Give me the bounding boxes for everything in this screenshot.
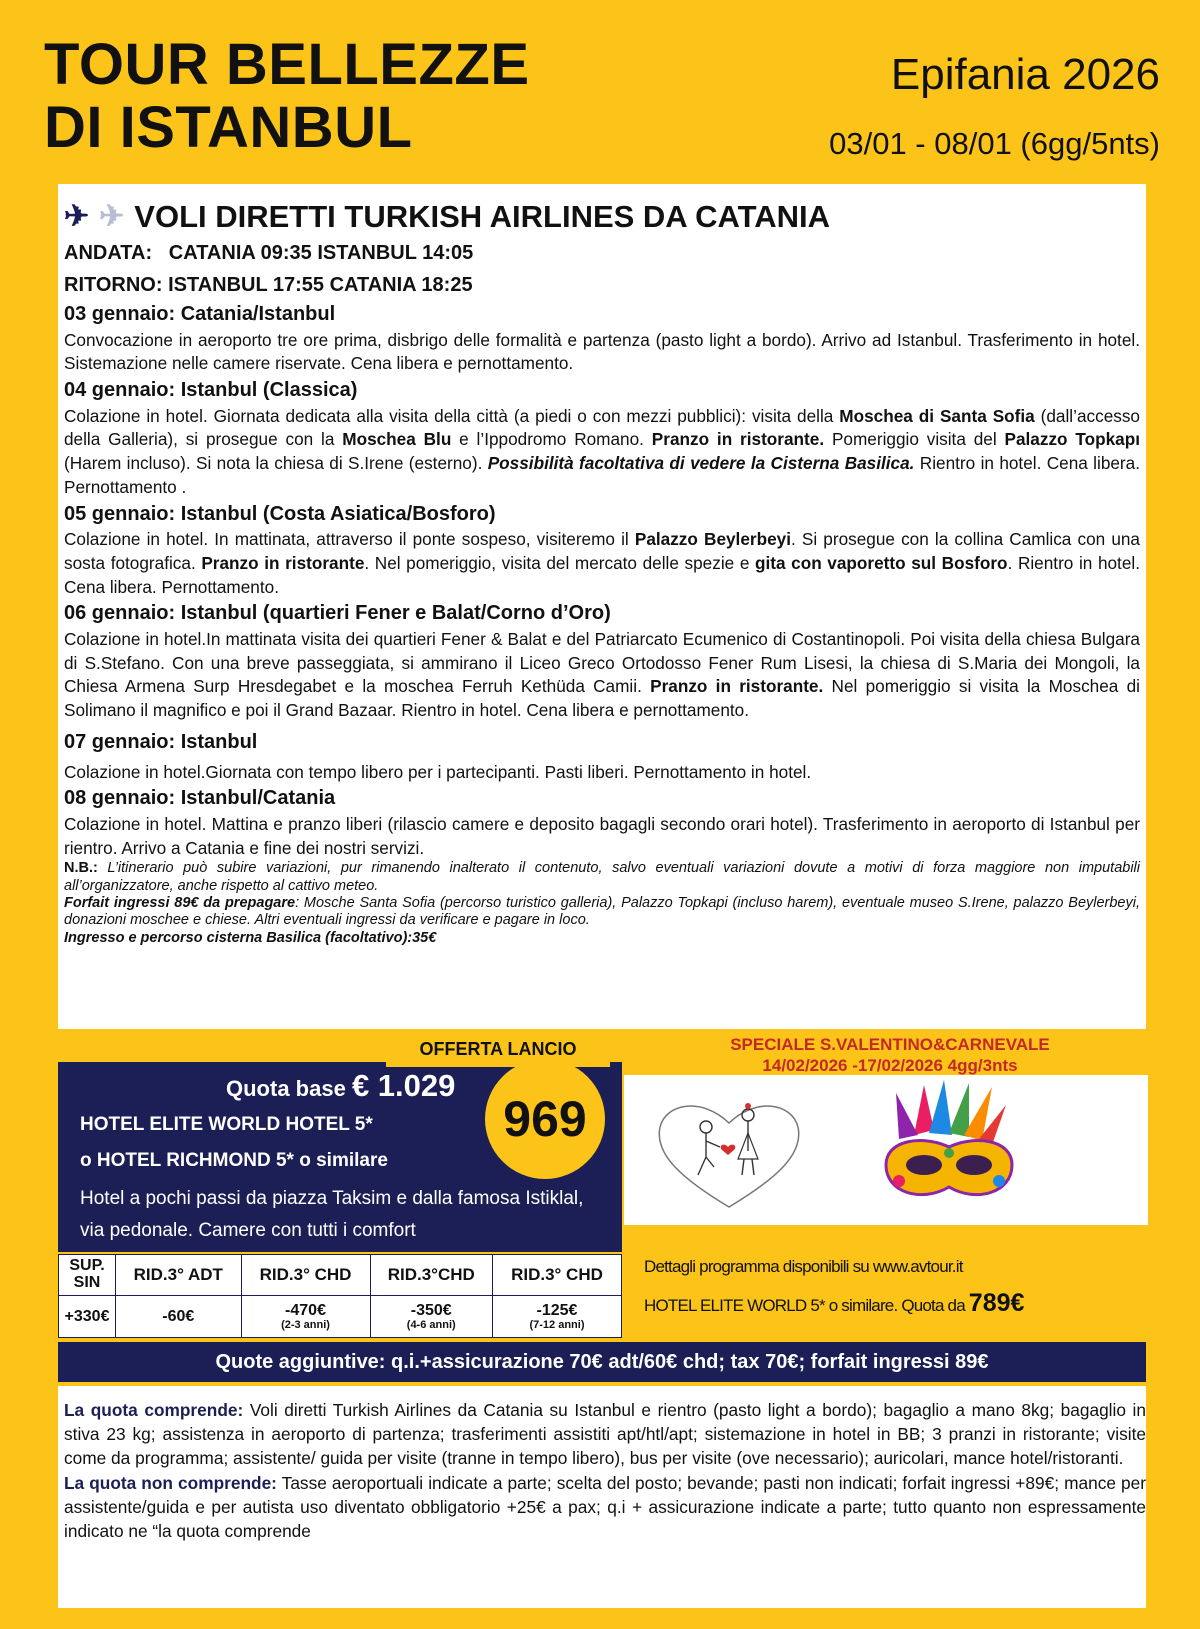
day-title: 05 gennaio: Istanbul (Costa Asiatica/Bosforo) xyxy=(64,502,496,525)
hotel-name: HOTEL ELITE WORLD HOTEL 5* xyxy=(80,1114,373,1135)
price-cell: -350€ (4-6 anni) xyxy=(370,1296,492,1338)
day-text: Colazione in hotel.Giornata con tempo libero per i partecipanti. Pasti liberi. Pernottamento in hotel. xyxy=(64,761,812,782)
excluded-section: La quota non comprende: Tasse aeroportuali indicate a parte; scelta del posto; bevande; pasti non indicati; forfait ingressi +89€; mance per assistente/guida e per autista uso diventato obbligatorio +25€ a pax; q.i + assicurazione indicate a parte; tutto quanto non espressamente indicato ne “la quota comprende xyxy=(64,1472,1146,1542)
day-text: Convocazione in aeroporto tre ore prima, disbrigo delle formalità e partenza (pasto light a bordo). Arrivo ad Istanbul. Trasferimento in hotel. Sistemazione nelle camere riservate. Cena libera e pernottamento. xyxy=(64,329,1140,374)
offer-label: OFFERTA LANCIO xyxy=(386,1031,610,1067)
plane-icon: ✈ xyxy=(99,200,125,234)
col-header: SUP. SIN xyxy=(59,1255,116,1296)
flight-return: RITORNO: ISTANBUL 17:55 CATANIA 18:25 xyxy=(64,274,473,296)
day-text: Colazione in hotel. In mattinata, attraverso il ponte sospeso, visiteremo il Palazzo Beylerbeyi. Si prosegue con la collina Camlica con una sosta fotografica. Pranzo in ristorante. Nel pomeriggio, visita del mercato delle spezie e gita con vaporetto sul Bosforo. Rientro in hotel. Cena libera. Pernottamento. xyxy=(64,529,1140,597)
title-line-2: DI ISTANBUL xyxy=(44,94,413,160)
col-header: RID.3°CHD xyxy=(370,1255,492,1296)
price-table-header xyxy=(59,1255,622,1296)
day-text: Colazione in hotel. Giornata dedicata alla visita della città (a piedi o con mezzi pubblici): visita della Moschea di Santa Sofia (dall’accesso della Galleria), si prosegue con la Moschea Blu e l’Ippodromo Romano. Pranzo in ristorante. Pomeriggio visita del Palazzo Topkapı (Harem incluso). Si nota la chiesa di S.Irene (esterno). Possibilità facoltativa di vedere la Cisterna Basilica. Rientro in hotel. Cena libera. Pernottamento . xyxy=(64,405,1140,497)
day-text: Colazione in hotel.In mattinata visita dei quartieri Fener & Balat e del Patriarcato Ecumenico di Costantinopoli. Poi visita della chiesa Bulgara di S.Stefano. Con una breve passeggiata, si ammirano il Liceo Greco Ortodosso Fener Rum Lisesi, la chiesa di S.Maria dei Mongoli, la Chiesa Armena Surp Hresdegabet e la moschea Ferruh Kethüda Camii. Pranzo in ristorante. Nel pomeriggio si visita la Moschea di Solimano il magnifico e poi il Grand Bazaar. Rientro in hotel. Cena libera e pernottamento. xyxy=(64,628,1140,721)
special-illustrations xyxy=(624,1075,1148,1225)
forfait-note: Forfait ingressi 89€ da prepagare: Mosche Santa Sofia (percorso turistico galleria), Palazzo Topkapi (incluso harem), eventuale museo S.Irene, palazzo Beylerbeyi, donazioni moschee e chiese. Altri eventuali ingressi da verificare e pagare in loco. xyxy=(64,895,1140,929)
price-cell: +330€ xyxy=(59,1296,116,1338)
additional-costs-bar: Quote aggiuntive: q.i.+assicurazione 70€ adt/60€ chd; tax 70€; forfait ingressi 89€ xyxy=(58,1342,1146,1382)
day-title: 08 gennaio: Istanbul/Catania xyxy=(64,787,336,810)
hotel-alternative: o HOTEL RICHMOND 5* o similare xyxy=(80,1150,388,1171)
base-price: Quota base € 1.029 xyxy=(226,1068,456,1103)
title-line-1: TOUR BELLEZZE xyxy=(44,32,530,97)
carnival-mask-icon xyxy=(886,1080,1012,1195)
col-header: RID.3° CHD xyxy=(492,1255,621,1296)
price-table-row xyxy=(59,1296,622,1338)
details-link-text: Dettagli programma disponibili su www.avtour.it xyxy=(644,1257,963,1276)
cisterna-note: Ingresso e percorso cisterna Basilica (facoltativo):35€ xyxy=(64,929,437,946)
included-section: La quota comprende: Voli diretti Turkish Airlines da Catania su Istanbul e rientro (pasto light a bordo); bagaglio a mano 8kg; bagaglio in stiva 23 kg; assistenza in aeroporto di partenza; trasferimenti assistiti apt/htl/apt; sistemazione in hotel in BB; 3 pranzi in ristorante; visite come da programma; assistente/ guida per visite (tranne in tempo libero), bus per visite (ove necessario); auricolari, mance hotel/ristoranti. xyxy=(64,1400,1146,1469)
flights-heading xyxy=(64,198,1140,236)
day-text: Colazione in hotel. Mattina e pranzo liberi (rilascio camere e deposito bagagli secondo orari hotel). Trasferimento in aeroporto di Istanbul per rientro. Arrivo a Catania e fine dei nostri servizi. xyxy=(64,813,1140,858)
col-header: RID.3° CHD xyxy=(241,1255,370,1296)
day-title: 03 gennaio: Catania/Istanbul xyxy=(64,303,336,325)
price-cell: -470€ (2-3 anni) xyxy=(241,1296,370,1338)
col-header: RID.3° ADT xyxy=(116,1255,242,1296)
special-details xyxy=(644,1253,1024,1324)
day-title: 06 gennaio: Istanbul (quartieri Fener e Balat/Corno d’Oro) xyxy=(64,602,611,625)
special-images xyxy=(624,1075,1148,1225)
price-cell: -60€ xyxy=(116,1296,242,1338)
page-title xyxy=(44,34,530,159)
heart-couple-icon xyxy=(659,1103,799,1207)
flight-outbound: ANDATA: CATANIA 09:35 ISTANBUL 14:05 xyxy=(64,242,474,264)
event-name: Epifania 2026 xyxy=(890,50,1160,99)
details-hotel: HOTEL ELITE WORLD 5* o similare. Quota da xyxy=(644,1295,965,1315)
price-cell: -125€ (7-12 anni) xyxy=(492,1296,621,1338)
event-dates: 03/01 - 08/01 (6gg/5nts) xyxy=(829,126,1160,161)
day-title: 07 gennaio: Istanbul xyxy=(64,730,258,753)
inclusions-text xyxy=(64,1398,1146,1543)
special-offer-title: SPECIALE S.VALENTINO&CARNEVALE 14/02/2026 -17/02/2026 4gg/3nts xyxy=(730,1035,1050,1076)
hotel-description: Hotel a pochi passi da piazza Taksim e dalla famosa Istiklal, via pedonale. Camere con tutti i comfort xyxy=(80,1188,584,1242)
day-title: 04 gennaio: Istanbul (Classica) xyxy=(64,379,358,402)
itinerary-body xyxy=(64,198,1140,947)
flights-title: VOLI DIRETTI TURKISH AIRLINES DA CATANIA xyxy=(134,198,831,234)
price-table xyxy=(58,1254,622,1338)
nb-note: N.B.: L’itinerario può subire variazioni, pur rimanendo inalterato il contenuto, salvo eventuali variazioni dovute a motivi di forza maggiore non imputabili all’organizzatore, anche rispetto al cattivo meteo. xyxy=(64,860,1140,894)
plane-icon: ✈ xyxy=(64,200,90,234)
offer-price-badge: 969 xyxy=(485,1059,605,1179)
details-price: 789€ xyxy=(968,1288,1025,1317)
